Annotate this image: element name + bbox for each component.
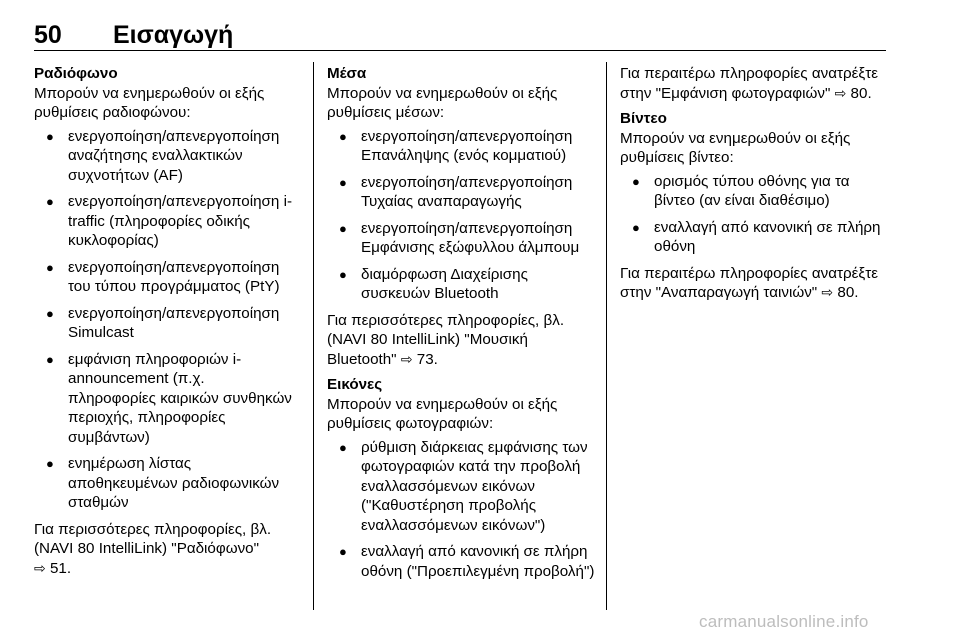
more-info-text: Για περαιτέρω πληροφορίες ανατρέξτε στην "Εμφάνιση φωτογραφιών" xyxy=(620,65,878,102)
media-settings-list xyxy=(327,127,599,304)
list-item: ● ενημέρωση λίστας αποθηκευμένων ραδιοφωνικών σταθμών xyxy=(34,454,296,513)
header-rule xyxy=(34,50,886,51)
more-info-text: Για περισσότερες πληροφορίες, βλ. (NAVI 80 IntelliLink) "Μουσική Bluetooth" xyxy=(327,311,565,368)
media-more-info xyxy=(327,311,599,370)
video-section xyxy=(620,109,890,303)
more-info-text: Για περαιτέρω πληροφορίες ανατρέξτε στην "Αναπαραγωγή ταινιών" xyxy=(620,264,878,301)
radio-more-info xyxy=(34,520,296,579)
column-3 xyxy=(620,64,890,307)
radio-heading: Ραδιόφωνο xyxy=(34,65,118,82)
photos-more-info xyxy=(620,64,890,103)
reference-page[interactable]: 73. xyxy=(416,350,438,368)
watermark: carmanualsonline.info xyxy=(699,612,869,631)
list-item: ● ενεργοποίηση/απενεργοποίηση Simulcast xyxy=(34,304,296,343)
page-number: 50 xyxy=(34,21,62,49)
page-reference-arrow-icon: ⇨ xyxy=(400,350,413,367)
column-divider-1 xyxy=(313,62,314,610)
list-item: ● ρύθμιση διάρκειας εμφάνισης των φωτογραφιών κατά την προβολή εναλλασσόμενων εικόνων ("Καθυστέρηση προβολής εναλλασσόμενων εικόνων") xyxy=(327,438,599,536)
media-section xyxy=(327,64,599,369)
column-2 xyxy=(327,64,599,588)
page-header xyxy=(34,18,886,52)
list-item: ● ενεργοποίηση/απενεργοποίηση Επανάληψης (ενός κομματιού) xyxy=(327,127,599,166)
video-heading: Βίντεο xyxy=(620,110,667,127)
radio-intro: Μπορούν να ενημερωθούν οι εξής ρυθμίσεις ραδιοφώνου: xyxy=(34,84,265,121)
list-item: ● διαμόρφωση Διαχείρισης συσκευών Bluetooth xyxy=(327,265,599,304)
photos-more-info-paragraph xyxy=(620,64,890,103)
page-reference-arrow-icon: ⇨ xyxy=(821,284,834,300)
list-item: ● ενεργοποίηση/απενεργοποίηση Τυχαίας αναπαραγωγής xyxy=(327,173,599,212)
page-reference-arrow-icon: ⇨ xyxy=(834,84,847,101)
reference-page[interactable]: 80. xyxy=(850,84,872,102)
video-settings-list xyxy=(620,172,890,257)
photos-intro: Μπορούν να ενημερωθούν οι εξής ρυθμίσεις φωτογραφιών: xyxy=(327,395,558,432)
list-item: ● εναλλαγή από κανονική σε πλήρη οθόνη xyxy=(620,218,890,257)
chapter-title: Εισαγωγή xyxy=(113,21,234,49)
media-intro: Μπορούν να ενημερωθούν οι εξής ρυθμίσεις μέσων: xyxy=(327,84,558,121)
column-1 xyxy=(34,64,296,582)
radio-settings-list xyxy=(34,127,296,513)
reference-page[interactable]: 51. xyxy=(49,559,72,577)
list-item: ● ορισμός τύπου οθόνης για τα βίντεο (αν είναι διαθέσιμο) xyxy=(620,172,890,211)
radio-section xyxy=(34,64,296,578)
reference-page[interactable]: 80. xyxy=(837,284,859,301)
video-more-info xyxy=(620,264,890,303)
photos-heading: Εικόνες xyxy=(327,376,383,393)
more-info-text: Για περισσότερες πληροφορίες, βλ. (NAVI 80 IntelliLink) "Ραδιόφωνο" xyxy=(34,520,272,557)
list-item: ● ενεργοποίηση/απενεργοποίηση i-traffic (πληροφορίες οδικής κυκλοφορίας) xyxy=(34,192,296,251)
list-item: ● εμφάνιση πληροφοριών i-announcement (π.χ. πληροφορίες καιρικών συνθηκών περιοχής, πληροφορίες συμβάντων) xyxy=(34,350,296,448)
photos-settings-list xyxy=(327,438,599,582)
column-divider-2 xyxy=(606,62,607,610)
list-item: ● ενεργοποίηση/απενεργοποίηση αναζήτησης εναλλακτικών συχνοτήτων (AF) xyxy=(34,127,296,186)
video-intro: Μπορούν να ενημερωθούν οι εξής ρυθμίσεις βίντεο: xyxy=(620,129,851,166)
list-item: ● εναλλαγή από κανονική σε πλήρη οθόνη ("Προεπιλεγμένη προβολή") xyxy=(327,542,599,581)
list-item: ● ενεργοποίηση/απενεργοποίηση του τύπου προγράμματος (PtY) xyxy=(34,258,296,297)
page-reference-arrow-icon: ⇨ xyxy=(34,559,46,576)
list-item: ● ενεργοποίηση/απενεργοποίηση Εμφάνισης εξώφυλλου άλμπουμ xyxy=(327,219,599,258)
media-heading: Μέσα xyxy=(327,65,367,82)
photos-section xyxy=(327,375,599,581)
